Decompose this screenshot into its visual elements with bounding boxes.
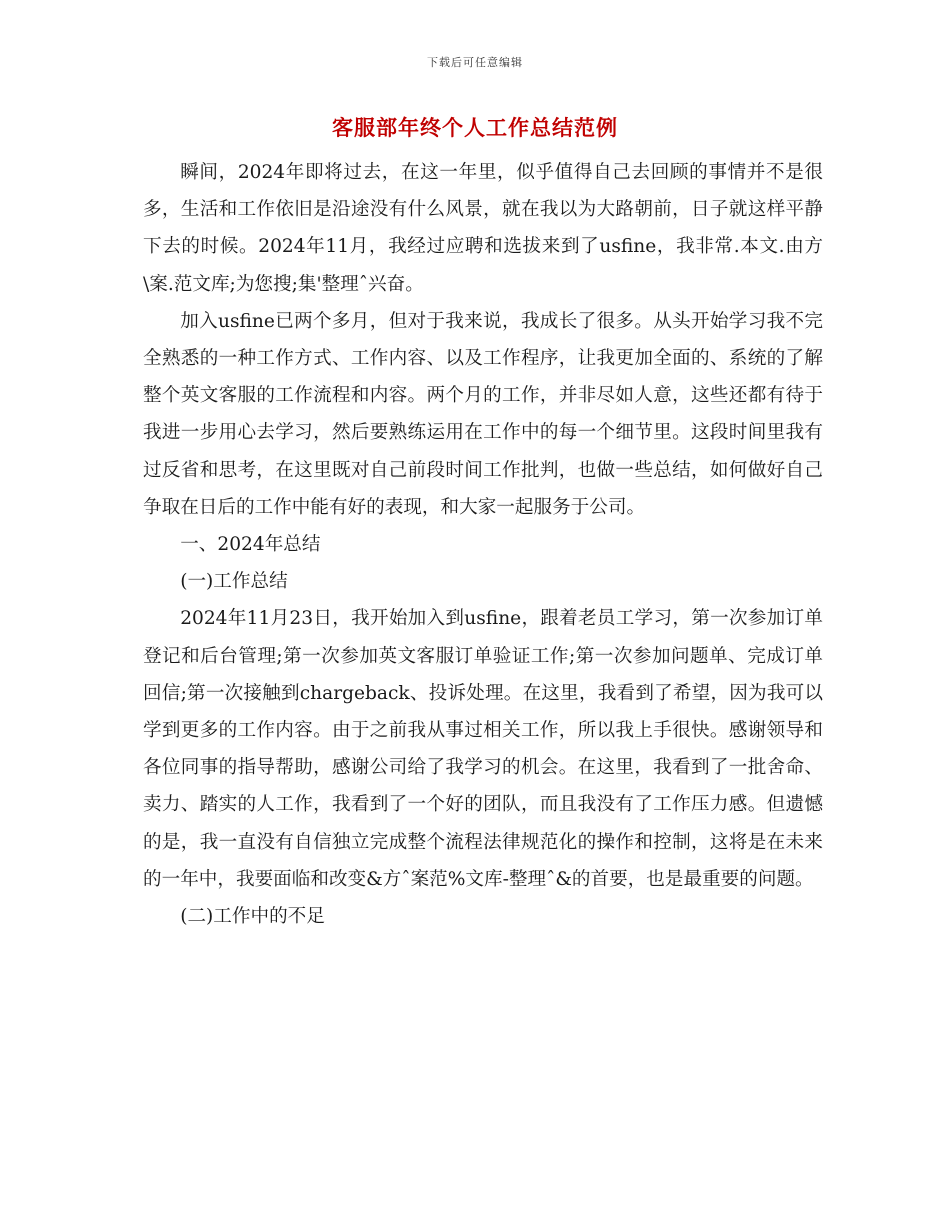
subsection-heading-work-summary: (一)工作总结	[180, 571, 288, 593]
paragraph-intro: 瞬间，2024年即将过去，在这一年里，似乎值得自己去回顾的事情并不是很多，生活和工作依旧是沿途没有什么风景，就在我以为大路朝前，日子就这样平静下去的时候。2024年11月，我经过应聘和选拔来到了usfine，我非常.本文.由方\案.范文库;为您搜;集'整理ˆ兴奋。	[143, 162, 823, 295]
document-body	[143, 154, 823, 935]
subsection-heading-shortcomings: (二)工作中的不足	[180, 906, 325, 928]
section-heading-2024-summary: 一、2024年总结	[180, 534, 321, 556]
paragraph-growth: 加入usfine已两个多月，但对于我来说，我成长了很多。从头开始学习我不完全熟悉的一种工作方式、工作内容、以及工作程序，让我更加全面的、系统的了解整个英文客服的工作流程和内容。两个月的工作，并非尽如人意，这些还都有待于我进一步用心去学习，然后要熟练运用在工作中的每一个细节里。这段时间里我有过反省和思考，在这里既对自己前段时间工作批判，也做一些总结，如何做好自己争取在日后的工作中能有好的表现，和大家一起服务于公司。	[143, 310, 823, 518]
document-title: 客服部年终个人工作总结范例	[332, 116, 618, 140]
paragraph-work-summary: 2024年11月23日，我开始加入到usfine，跟着老员工学习，第一次参加订单登记和后台管理;第一次参加英文客服订单验证工作;第一次参加问题单、完成订单回信;第一次接触到chargeback、投诉处理。在这里，我看到了希望，因为我可以学到更多的工作内容。由于之前我从事过相关工作，所以我上手很快。感谢领导和各位同事的指导帮助，感谢公司给了我学习的机会。在这里，我看到了一批舍命、卖力、踏实的人工作，我看到了一个好的团队，而且我没有了工作压力感。但遗憾的是，我一直没有自信独立完成整个流程法律规范化的操作和控制，这将是在未来的一年中，我要面临和改变&方ˆ案范%文库-整理ˆ&的首要，也是最重要的问题。	[143, 608, 823, 890]
header-note: 下载后可任意编辑	[427, 56, 523, 69]
